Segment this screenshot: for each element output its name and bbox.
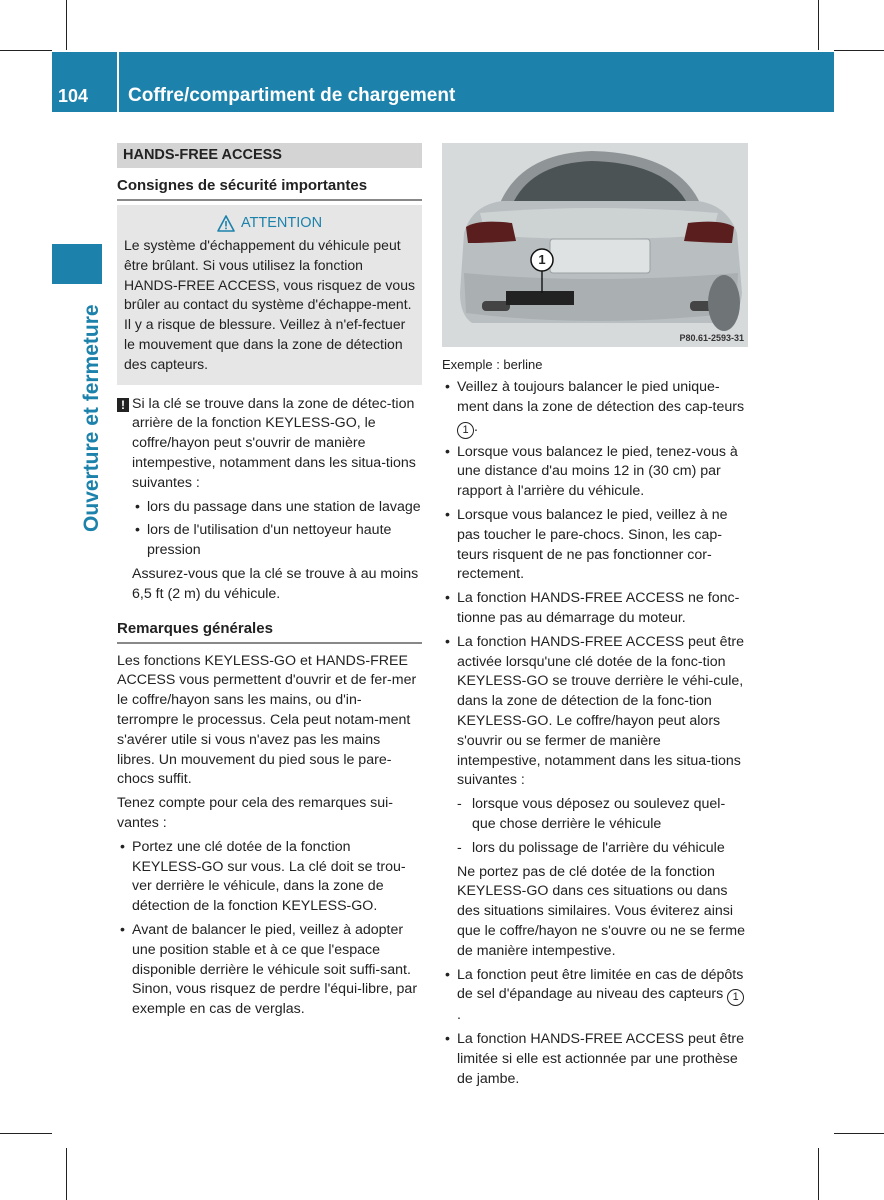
list-item: • La fonction HANDS-FREE ACCESS peut être limitée si elle est actionnée par une prothèse de jambe. xyxy=(442,1030,748,1089)
list-item: • Avant de balancer le pied, veillez à adopter une position stable et à ce que l'espace disponible derrière le véhicule soit suffi-sant. Sinon, vous risquez de perdre l'équi-libre, par exemple en cas de verglas. xyxy=(117,921,422,1020)
list-item-text: Veillez à toujours balancer le pied unique-ment dans la zone de détection des cap-teurs xyxy=(457,379,745,415)
crop-mark xyxy=(66,0,67,50)
note-list xyxy=(132,498,422,561)
chapter-title: Coffre/compartiment de chargement xyxy=(128,85,456,106)
list-item: • La fonction peut être limitée en cas de dépôts de sel d'épandage au niveau des capteurs 1. xyxy=(442,966,748,1027)
side-tab xyxy=(52,244,102,284)
header-divider xyxy=(117,52,119,112)
car-illustration xyxy=(442,143,748,347)
general-list xyxy=(117,838,422,1020)
list-item: • Portez une clé dotée de la fonction KEYLESS-GO sur vous. La clé doit se trou-ver derrière le véhicule, dans la zone de détection de la fonction KEYLESS-GO. xyxy=(117,838,422,917)
dash-item: - lorsque vous déposez ou soulevez quel-que chose derrière le véhicule xyxy=(457,795,748,835)
note-text: Si la clé se trouve dans la zone de détec-tion arrière de la fonction KEYLESS-GO, le coffre/hayon peut s'ouvrir de manière intempestive, notamment dans les situa-tions suivantes : xyxy=(132,395,416,491)
warning-text: Le système d'échappement du véhicule peut être brûlant. Si vous utilisez la fonction HANDS-FREE ACCESS, vous risquez de vous brûler au contact du système d'échappe-ment. Il y a risque de blessure. Veillez à n'ef-fectuer le mouvement que dans la zone de détection des capteurs. xyxy=(124,237,415,372)
exclamation-icon: ! xyxy=(117,398,129,412)
crop-mark xyxy=(0,50,52,51)
warning-triangle-icon xyxy=(217,215,235,232)
callout-ref: 1 xyxy=(457,422,474,439)
general-paragraph: Les fonctions KEYLESS-GO et HANDS-FREE ACCESS vous permettent d'ouvrir et de fer-mer le coffre/hayon sans les mains, ou d'in-terrompre le processus. Cela peut notam-ment s'avérer utile si vous n'avez pas les mains libres. Un mouvement du pied sous le pare-chocs suffit. xyxy=(117,652,417,788)
side-tab-label: Ouverture et fermeture xyxy=(80,304,103,532)
general-heading: Remarques générales xyxy=(117,619,422,644)
photo-code: P80.61-2593-31 xyxy=(679,333,744,343)
note-block xyxy=(117,395,422,605)
crop-mark xyxy=(818,0,819,50)
list-item-after: Ne portez pas de clé dotée de la fonction KEYLESS-GO dans ces situations ou dans des situations similaires. Vous éviterez ainsi que le coffre/hayon ne s'ouvre ou ne se ferme de manière intempestive. xyxy=(457,863,745,959)
crop-mark xyxy=(818,1148,819,1200)
list-item: • Veillez à toujours balancer le pied unique-ment dans la zone de détection des cap-teurs 1 . xyxy=(442,378,748,439)
note-after: Assurez-vous que la clé se trouve à au moins 6,5 ft (2 m) du véhicule. xyxy=(132,565,419,602)
crop-mark xyxy=(834,50,884,51)
list-item: • Lorsque vous balancez le pied, veillez à ne pas toucher le pare-chocs. Sinon, les cap-teurs risquent de ne pas fonctionner cor-rectement. xyxy=(442,506,748,585)
right-list xyxy=(442,378,748,1090)
warning-header xyxy=(124,213,415,233)
dash-item: - lors du polissage de l'arrière du véhicule xyxy=(457,839,748,859)
general-paragraph: Tenez compte pour cela des remarques sui-vantes : xyxy=(117,795,394,831)
photo-caption: Exemple : berline xyxy=(442,357,543,372)
crop-mark xyxy=(834,1133,884,1134)
safety-heading: Consignes de sécurité importantes xyxy=(117,176,422,201)
left-column xyxy=(117,143,422,1020)
list-item: • lors de l'utilisation d'un nettoyeur haute pression xyxy=(132,521,422,561)
dash-list xyxy=(457,795,748,858)
list-item xyxy=(442,633,748,962)
list-item-text: • La fonction HANDS-FREE ACCESS peut être activée lorsqu'une clé dotée de la fonc-tion KEYLESS-GO se trouve derrière le véhi-cule, dans la zone de détection de la fonc-tion KEYLESS-GO. Le coffre/hayon peut alors s'ouvrir ou se fermer de manière intempestive, notamment dans les situa-tions suivantes : xyxy=(457,633,745,789)
photo-callout-number: 1 xyxy=(538,252,546,267)
right-column xyxy=(442,143,748,1090)
section-title: HANDS-FREE ACCESS xyxy=(117,143,422,168)
list-item-text: La fonction peut être limitée en cas de dépôts de sel d'épandage au niveau des capteurs xyxy=(457,966,744,1003)
warning-label: ATTENTION xyxy=(240,215,323,231)
list-item: • Lorsque vous balancez le pied, tenez-vous à une distance d'au moins 12 in (30 cm) par rapport à l'arrière du véhicule. xyxy=(442,443,748,502)
list-item: • lors du passage dans une station de lavage xyxy=(132,498,422,518)
crop-mark xyxy=(66,1148,67,1200)
car-rear-photo xyxy=(442,143,748,347)
crop-mark xyxy=(0,1133,52,1134)
list-item: • La fonction HANDS-FREE ACCESS ne fonc-tionne pas au démarrage du moteur. xyxy=(442,589,748,629)
callout-ref: 1 xyxy=(727,989,744,1006)
page-number: 104 xyxy=(58,86,89,106)
warning-box xyxy=(117,205,422,385)
